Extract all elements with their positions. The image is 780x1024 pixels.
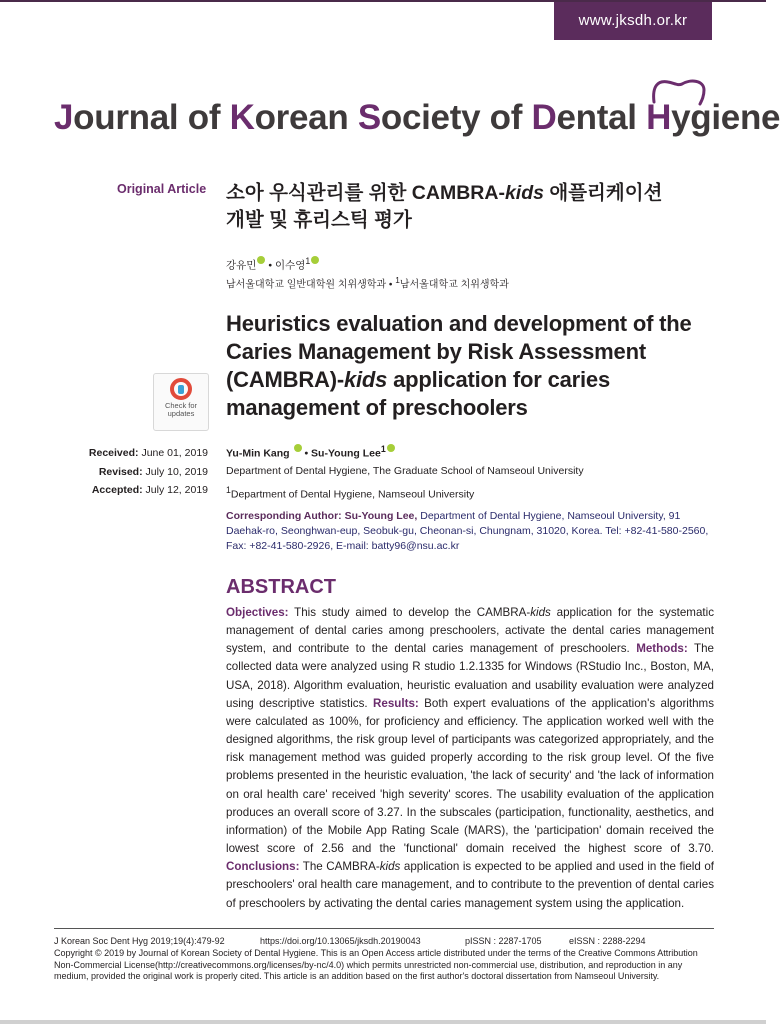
orcid-icon[interactable] [257,256,265,264]
english-title: Heuristics evaluation and development of the Caries Management by Risk Assessment (CAMBRA)-kids application for caries management of preschoolers [226,311,692,420]
orcid-icon[interactable] [294,444,302,452]
journal-title: Journal of Korean Society of Dental Hygiene [54,98,780,137]
korean-affiliation: 남서울대학교 일반대학원 치위생학과 • $^1$남서울대학교 치위생학과 [226,275,509,291]
crossmark-icon [170,378,192,400]
footer-citation-line: J Korean Soc Dent Hyg 2019;19(4):479-92 https://doi.org/10.13065/jksdh.20190043 pISSN : 2287-1705 eISSN : 2288-2294 [54,936,646,946]
journal-url[interactable]: www.jksdh.or.kr [554,2,712,40]
article-dates: Received: June 01, 2019 Revised: July 10, 2019 Accepted: July 12, 2019 [88,447,208,496]
korean-authors: 강유민 • 이수영$^1$ [226,256,319,273]
check-for-updates-button[interactable] [153,373,209,431]
footer-rule [54,928,714,929]
corresponding-author: Corresponding Author: Su-Young Lee, Department of Dental Hygiene, Namseoul University, 91 Daehak-ro, Seonghwan-eup, Seobuk-gu, Cheonan-si, Chungnam, 31020, Korea. Tel: +82-41-580-2560, Fax: +82-41-580-2926, E-mail: batty96@nsu.ac.kr [226,510,709,552]
english-affiliation: Department of Dental Hygiene, The Graduate School of Namseoul University $^1$Department of Dental Hygiene, Namseoul University [226,465,584,500]
doi-link[interactable]: https://doi.org/10.13065/jksdh.20190043 [260,936,421,946]
abstract-heading: ABSTRACT [226,576,336,598]
orcid-icon[interactable] [387,444,395,452]
copyright-notice: Copyright © 2019 by Journal of Korean Society of Dental Hygiene. This is an Open Access article distributed under the terms of the Creative Commons Attribution Non-Commercial License(http://creativecommons.org/licenses/by-nc/4.0) which permits unrestricted non-commercial use, distribution, and reproduction in any medium, provided the original work is properly cited. This article is an addition based on the first author's doctoral dissertation from Namseoul University. [54,948,698,981]
bottom-bar [0,1020,766,1024]
check-for-updates-label: Check for updates [164,401,198,418]
korean-title: 소아 우식관리를 위한 CAMBRA-kids 애플리케이션 개발 및 휴리스틱 평가 [226,182,663,231]
english-authors: Yu-Min Kang • Su-Young Lee$^1$ [226,444,395,460]
article-type: Original Article [117,182,207,196]
orcid-icon[interactable] [311,256,319,264]
abstract-body: Objectives: This study aimed to develop the CAMBRA-kids application for the systematic management of dental caries among preschoolers, activate the dental caries management system, and contribute to the dental caries management of preschoolers. Methods: The collected data were analyzed using R studio 1.2.1335 for Windows (RStudio Inc., Boston, MA, USA, 2018). Algorithm evaluation, heuristic evaluation and usability evaluation were analyzed using descriptive statistics. Results: Both expert evaluations of the application's algorithms were calculated as 100%, for proficiency and efficiency. The application worked well with the designed algorithms, the risk group level of participants was categorized appropriately, and the risk management method was guided properly according to the risk group level. Of the five problems presented in the heuristic evaluation, 'the lack of security' and 'the lack of information on oral health care' received 'high severity' scores. The usability evaluation of the application produces an overall score of 3.27. In the subscales (participation, functionality, aesthetics, and information) of the Mobile App Rating Scale (MARS), the 'participation' domain received the lowest score of 2.56 and the 'functional' domain received the highest score of 3.70. Conclusions: The CAMBRA-kids application is expected to be applied and used in the field of preschoolers' oral health care management, and to contribute to the prevention of dental caries of preschoolers by activating the dental caries management system using the application. [226,606,715,910]
